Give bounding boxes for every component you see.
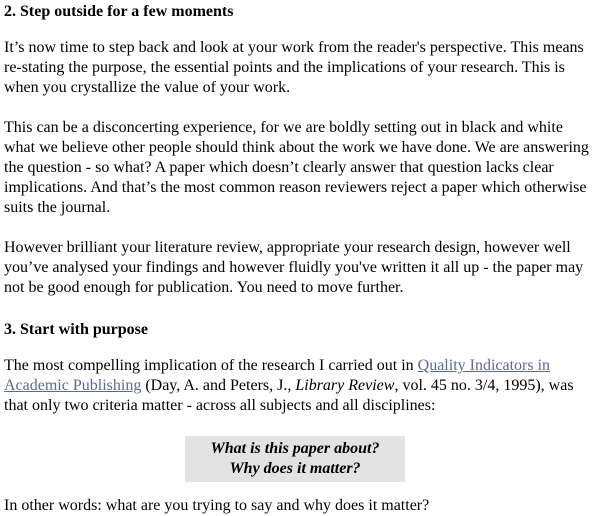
citation-authors: (Day, A. and Peters, J., (141, 377, 296, 394)
citation-tail: , vol. 45 no. 3/4, 1995), was that only two criteria matter - across all subjects and all disciplines: (4, 377, 574, 414)
section-3-paragraph-1 (4, 356, 592, 416)
section-2-heading: 2. Step outside for a few moments (4, 3, 234, 20)
section-3-heading: 3. Start with purpose (4, 321, 149, 338)
section-2-paragraph-1: It’s now time to step back and look at your work from the reader's perspective. This means re-stating the purpose, the essential points and the implications of your research. This is when you crystallize the value of your work. (4, 39, 584, 96)
paragraph-text-before-link: The most compelling implication of the research I carried out in (4, 357, 418, 374)
callout-container (4, 436, 592, 482)
journal-title: Library Review (295, 377, 395, 394)
section-2-paragraph-3: However brilliant your literature review, appropriate your research design, however well you’ve analysed your findings and however fluidly you've written it all up - the paper may not be good enough for publication. You need to move further. (4, 239, 584, 296)
section-2-paragraph-2: This can be a disconcerting experience, for we are boldly setting out in black and white what we believe other people should think about the work we have done. We are answering the question - so what? A paper which doesn’t clearly answer that question lacks clear implications. And that’s the most common reason reviewers reject a paper which otherwise suits the journal. (4, 119, 589, 216)
key-questions-callout (185, 436, 405, 482)
callout-question-2: Why does it matter? (229, 460, 361, 477)
closing-paragraph: In other words: what are you trying to say and why does it matter? (4, 497, 430, 514)
quality-indicators-link[interactable]: Quality Indicators in Academic Publishing (4, 357, 551, 394)
callout-question-1: What is this paper about? (210, 440, 380, 457)
article-content (4, 0, 592, 516)
